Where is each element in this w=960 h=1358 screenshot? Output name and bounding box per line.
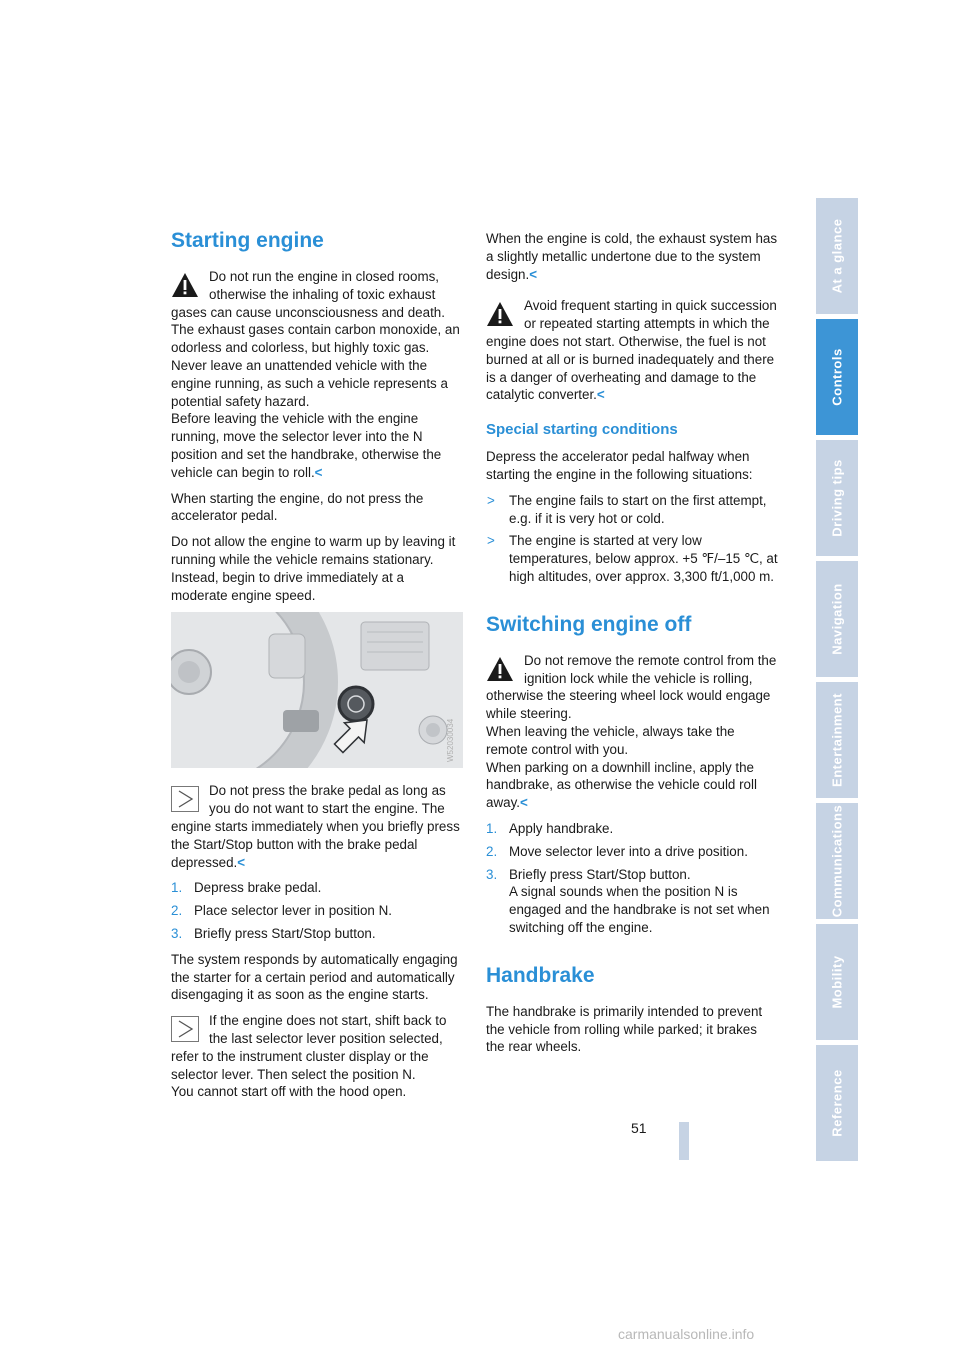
tab-reference[interactable]: Reference [816,1045,858,1161]
list-item: 3. Briefly press Start/Stop button. [171,925,376,941]
figure-code: W52030034 [446,719,455,763]
end-mark: < [596,387,605,403]
end-mark: < [314,464,323,480]
start-steps [171,879,463,942]
tab-at-a-glance[interactable]: At a glance [816,198,858,314]
dashboard-illustration [171,612,463,768]
heading-switching-off: Switching engine off [486,612,692,636]
list-item: 1. Depress brake pedal. [171,880,322,896]
start-stop-button-figure [171,612,463,768]
para-accelerator: When starting the engine, do not press the accelerator pedal. [171,490,424,524]
note-arrow-icon [171,1016,199,1042]
heading-starting-engine: Starting engine [171,229,324,252]
list-item: 3. Briefly press Start/Stop button. A signal sounds when the position N is engaged and the handbrake is not set when switching off the engine. [486,866,770,935]
list-item: > The engine fails to start on the first attempt, e.g. if it is very hot or cold. [487,492,767,526]
warning-closed-rooms: Do not run the engine in closed rooms, otherwise the inhaling of toxic exhaust gases can cause unconsciousness and death. The exhaust gases contain carbon monoxide, an odorless and colorless, but highly toxic gas. Never leave an unattended vehicle with the engine running, as such a vehicle represents a potential safety hazard. Before leaving the vehicle with the engine running, move the selector lever into the N position and set the handbrake, otherwise the vehicle can begin to roll.< [171,269,460,480]
warning-remote-control: Do not remove the remote control from the ignition lock while the vehicle is rolling, otherwise the steering wheel lock would engage while steering. When leaving the vehicle, always take the remote control with you. When parking on a downhill incline, apply the handbrake, as otherwise the vehicle could roll away.< [486,652,777,811]
tab-controls[interactable]: Controls [816,319,858,435]
bullet-mark: > [487,533,495,549]
left-column [171,228,463,1109]
list-item: > The engine is started at very low temperatures, below approx. +5 ℉/–15 ℃, at high altitudes, over approx. 3,300 ft/1,000 m. [487,533,778,584]
tab-driving-tips[interactable]: Driving tips [816,440,858,556]
note-engine-not-start: If the engine does not start, shift back to the last selector lever position selected, refer to the instrument cluster display or the selector lever. Then select the position N. You cannot start off with the hood open. [171,1013,447,1100]
tab-mobility[interactable]: Mobility [816,924,858,1040]
special-conditions-list [486,492,778,586]
warning-frequent-starting: Avoid frequent starting in quick succession or repeated starting attempts in which the engine does not start. Otherwise, the fuel is not burned at all or is burned inadequately and there is a danger of overheating and damage to the catalytic converter.< [486,298,777,403]
end-mark: < [529,266,538,282]
tab-communications[interactable]: Communications [816,803,858,919]
bullet-mark: > [487,492,495,508]
para-special-intro: Depress the accelerator pedal halfway when starting the engine in the following situations: [486,449,753,482]
note-brake-pedal: Do not press the brake pedal as long as you do not want to start the engine. The engine starts immediately when you briefly press the Start/Stop button with the brake pedal depressed.< [171,783,460,870]
note-arrow-icon [171,786,199,812]
watermark: carmanualsonline.info [618,1326,755,1342]
warning-triangle-icon [486,301,514,327]
warning-triangle-icon [171,272,199,298]
page-number: 51 [631,1120,647,1136]
para-cold-engine: When the engine is cold, the exhaust system has a slightly metallic undertone due to the system design.< [486,231,778,282]
end-mark: < [237,854,246,870]
list-item: 2. Place selector lever in position N. [171,903,392,919]
page-number-bar [679,1122,689,1160]
warning-triangle-icon [486,656,514,682]
para-system-responds: The system responds by automatically engaging the starter for a certain period and automatically disengaging it as soon as the engine starts. [171,951,458,1003]
heading-handbrake: Handbrake [486,963,595,987]
chapter-tabs [816,198,858,1166]
para-handbrake: The handbrake is primarily intended to prevent the vehicle from rolling while parked; it brakes the rear wheels. [486,1003,763,1055]
list-item: 2. Move selector lever into a drive position. [486,843,748,859]
tab-entertainment[interactable]: Entertainment [816,682,858,798]
heading-special-conditions: Special starting conditions [486,421,678,439]
list-item: 1. Apply handbrake. [486,820,614,836]
switch-off-steps [486,820,778,937]
right-column [486,230,778,1064]
para-warm-up: Do not allow the engine to warm up by leaving it running while the vehicle remains stationary. Instead, begin to drive immediately at a moderate engine speed. [171,534,456,603]
end-mark: < [520,795,528,811]
tab-navigation[interactable]: Navigation [816,561,858,677]
